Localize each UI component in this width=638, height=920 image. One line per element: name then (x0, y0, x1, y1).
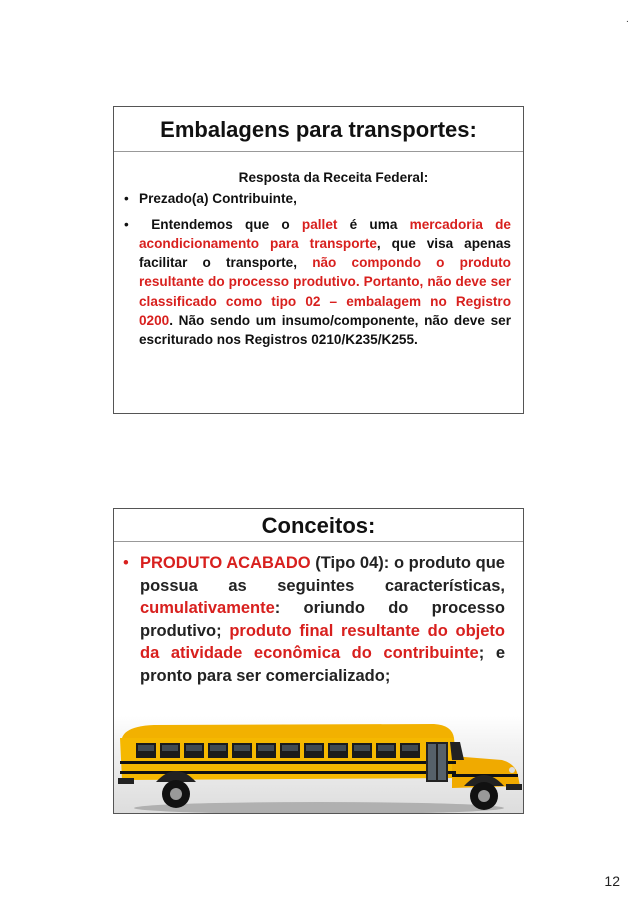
slide-embalagens (113, 106, 524, 414)
slide-title: Embalagens para transportes: (160, 117, 477, 142)
page-number: 12 (604, 873, 620, 889)
school-bus-image (114, 716, 524, 814)
slide-subtitle: Resposta da Receita Federal: (238, 170, 429, 185)
title-divider (114, 151, 523, 152)
bullet-marker: • (124, 191, 129, 207)
bullet-marker: • (124, 216, 129, 232)
page-marker: . (626, 14, 629, 25)
bullet-greeting: • Prezado(a) Contribuinte, (114, 189, 523, 208)
slide-title: Conceitos: (261, 513, 376, 538)
title-divider (114, 541, 523, 542)
bullet-answer: • Entendemos que o pallet é uma mercadoria de acondicionamento para transporte, que visa apenas facilitar o transporte, não compondo o produto resultante do processo produtivo. Portanto, não deve ser classificado como tipo 02 – embalagem no Registro 0200. Não sendo um insumo/componente, não deve ser escriturado nos Registros 0210/K235/K255. (124, 216, 511, 348)
bullet-produto-acabado: • PRODUTO ACABADO (Tipo 04): o produto que possua as seguintes características, cumulativamente: oriundo do processo produtivo; produto final resultante do objeto da atividade econômica do contribuinte; e pronto para ser comercializado; (123, 554, 505, 685)
bullet-marker: • (123, 554, 129, 572)
slide-conceitos (113, 508, 524, 814)
